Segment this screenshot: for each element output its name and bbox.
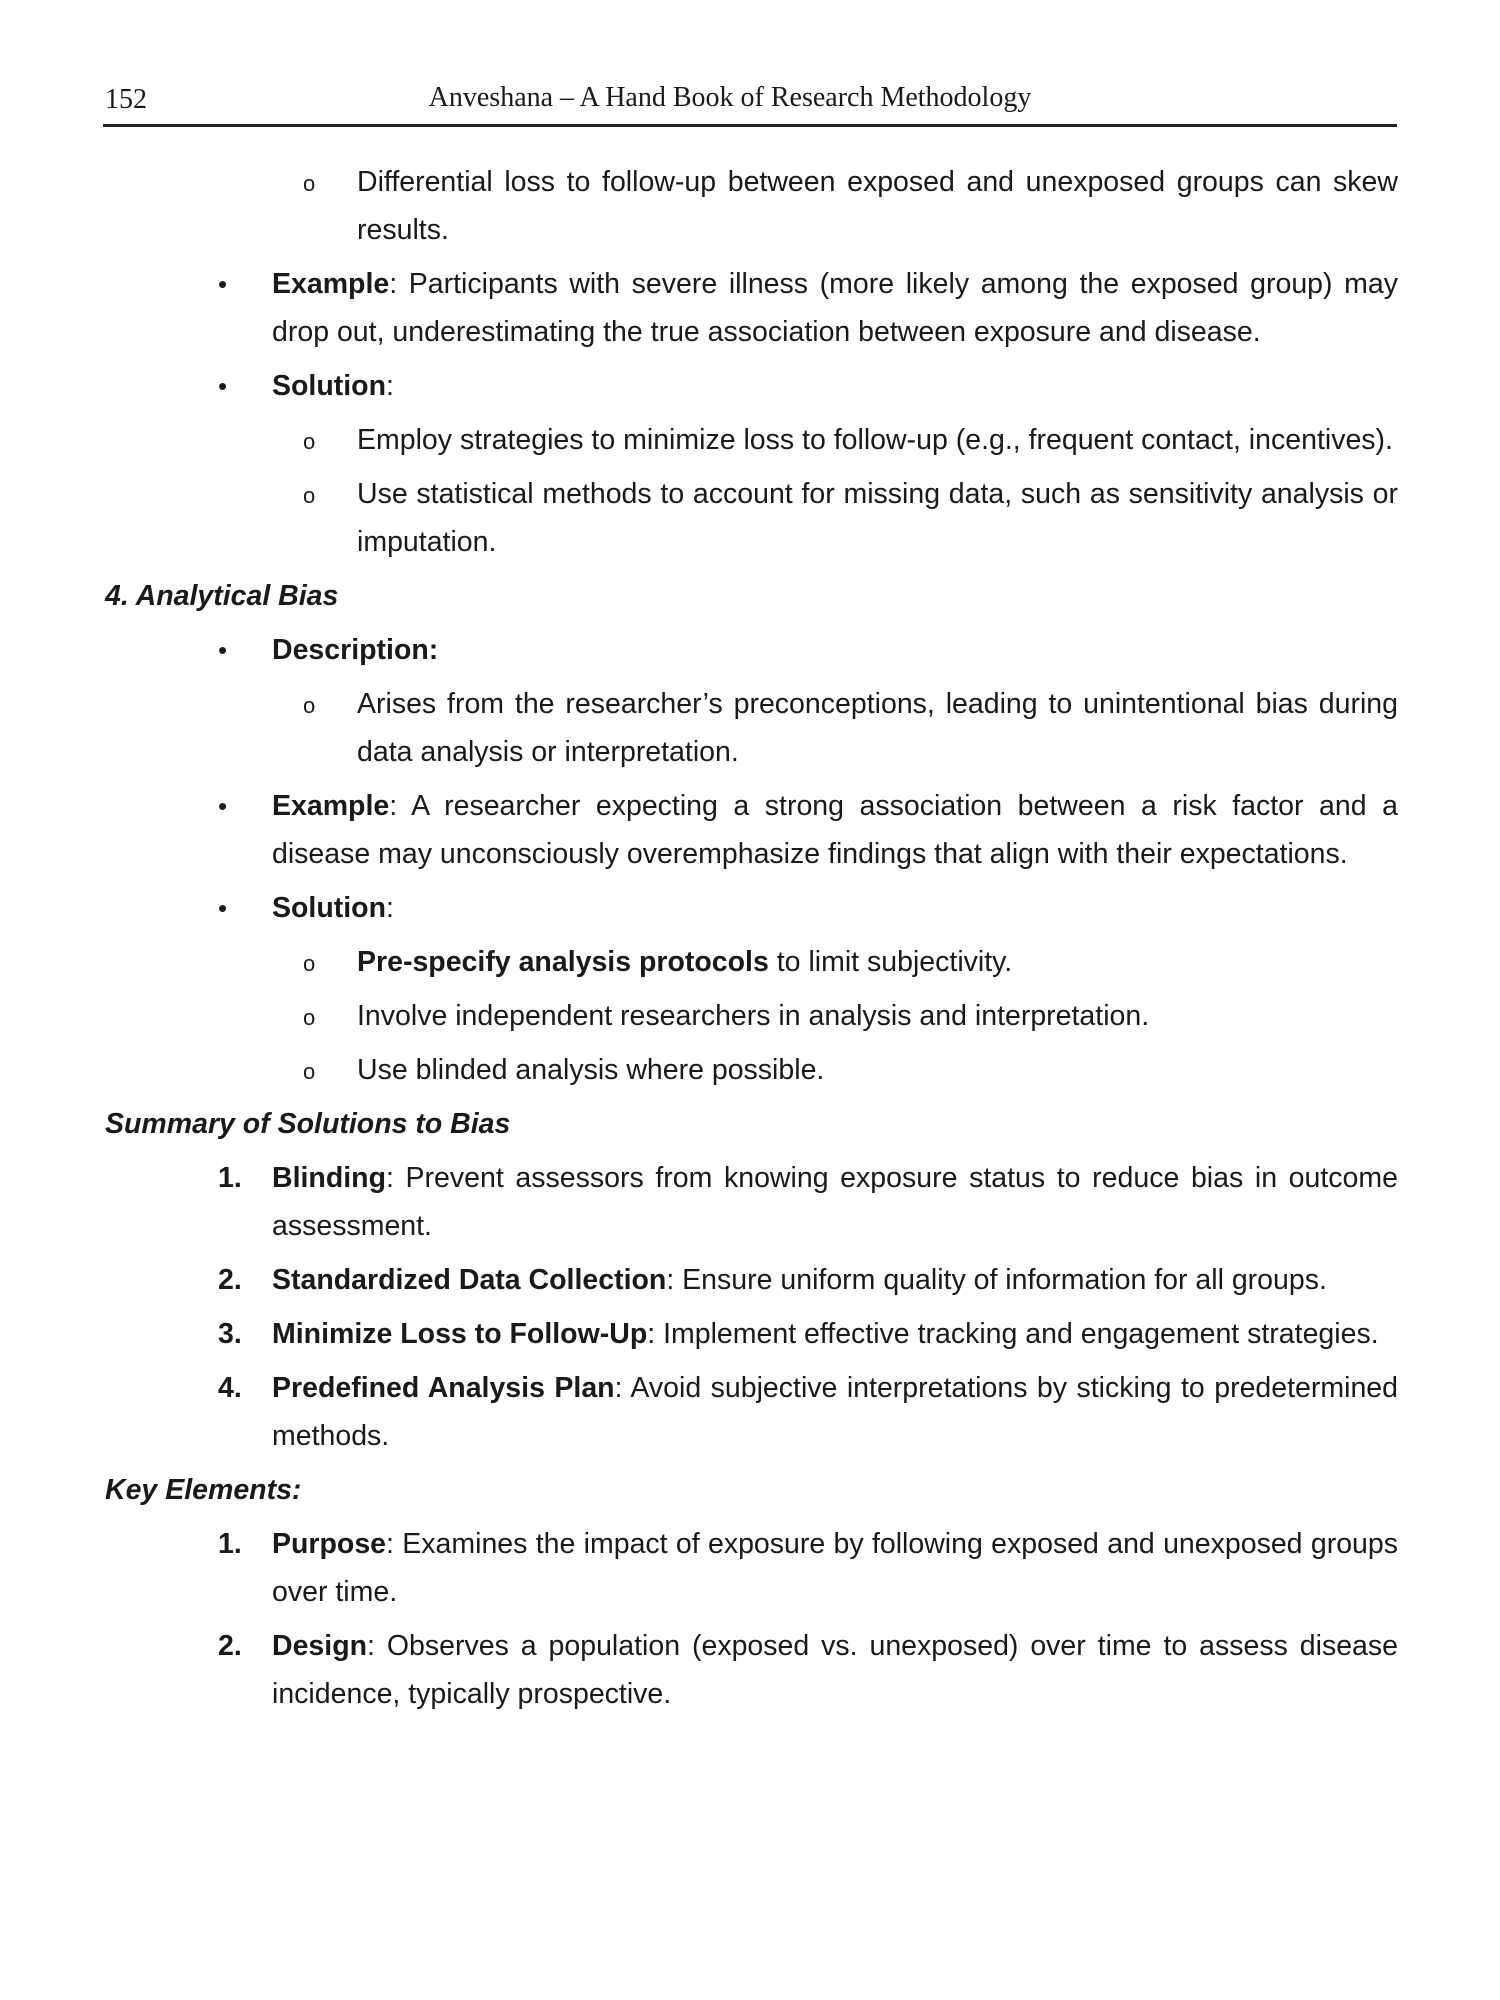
- circle-bullet-icon: o: [303, 483, 316, 508]
- bullet-solution: • Solution:: [105, 884, 1398, 932]
- sub-bullet: o Involve independent researchers in analysis and interpretation.: [105, 992, 1398, 1040]
- section-heading: 4. Analytical Bias: [105, 580, 339, 612]
- numbered-item: 2. Design: Observes a population (exposed vs. unexposed) over time to assess disease incidence, typically prospective.: [218, 1630, 1398, 1710]
- sub-bullet: o Pre-specify analysis protocols to limit subjectivity.: [105, 938, 1398, 986]
- bullet-example: • Example: Participants with severe illness (more likely among the exposed group) may drop out, underestimating the true association between exposure and disease.: [105, 260, 1398, 356]
- header-rule: [103, 124, 1397, 127]
- sub-bullet: o Differential loss to follow-up between exposed and unexposed groups can skew results.: [105, 158, 1398, 254]
- bullet-icon: •: [218, 635, 228, 665]
- numbered-item: 4. Predefined Analysis Plan: Avoid subjective interpretations by sticking to predetermined methods.: [218, 1372, 1399, 1452]
- bullet-icon: •: [218, 269, 228, 299]
- bullet-solution: • Solution:: [105, 362, 1398, 410]
- sub-bullet: o Arises from the researcher’s preconceptions, leading to unintentional bias during data analysis or interpretation.: [105, 680, 1398, 776]
- bullet-icon: •: [218, 371, 228, 401]
- bullet-description: • Description:: [105, 626, 1398, 674]
- circle-bullet-icon: o: [303, 1005, 316, 1030]
- sub-bullet: o Use blinded analysis where possible.: [105, 1046, 1398, 1094]
- circle-bullet-icon: o: [303, 429, 316, 454]
- book-title: Anveshana – A Hand Book of Research Methodology: [428, 82, 1032, 113]
- circle-bullet-icon: o: [303, 951, 316, 976]
- section-heading: Key Elements:: [105, 1474, 302, 1506]
- section-heading: Summary of Solutions to Bias: [105, 1108, 511, 1140]
- bullet-icon: •: [218, 791, 228, 821]
- circle-bullet-icon: o: [303, 1059, 316, 1084]
- circle-bullet-icon: o: [303, 693, 316, 718]
- sub-bullet: o Employ strategies to minimize loss to follow-up (e.g., frequent contact, incentives).: [105, 416, 1398, 464]
- numbered-item: 2. Standardized Data Collection: Ensure uniform quality of information for all groups.: [218, 1264, 1327, 1296]
- sub-bullet: o Use statistical methods to account for missing data, such as sensitivity analysis or imputation.: [105, 470, 1398, 566]
- numbered-item: 1. Blinding: Prevent assessors from knowing exposure status to reduce bias in outcome assessment.: [218, 1162, 1398, 1242]
- running-header: [105, 80, 1395, 120]
- bullet-example: • Example: A researcher expecting a strong association between a risk factor and a disease may unconsciously overemphasize findings that align with their expectations.: [105, 782, 1398, 878]
- bullet-icon: •: [218, 893, 228, 923]
- page-number: 152: [105, 84, 147, 115]
- page-body: [105, 158, 1398, 1718]
- numbered-item: 1. Purpose: Examines the impact of exposure by following exposed and unexposed groups over time.: [218, 1528, 1398, 1608]
- numbered-item: 3. Minimize Loss to Follow-Up: Implement effective tracking and engagement strategies.: [218, 1318, 1379, 1350]
- circle-bullet-icon: o: [303, 171, 316, 196]
